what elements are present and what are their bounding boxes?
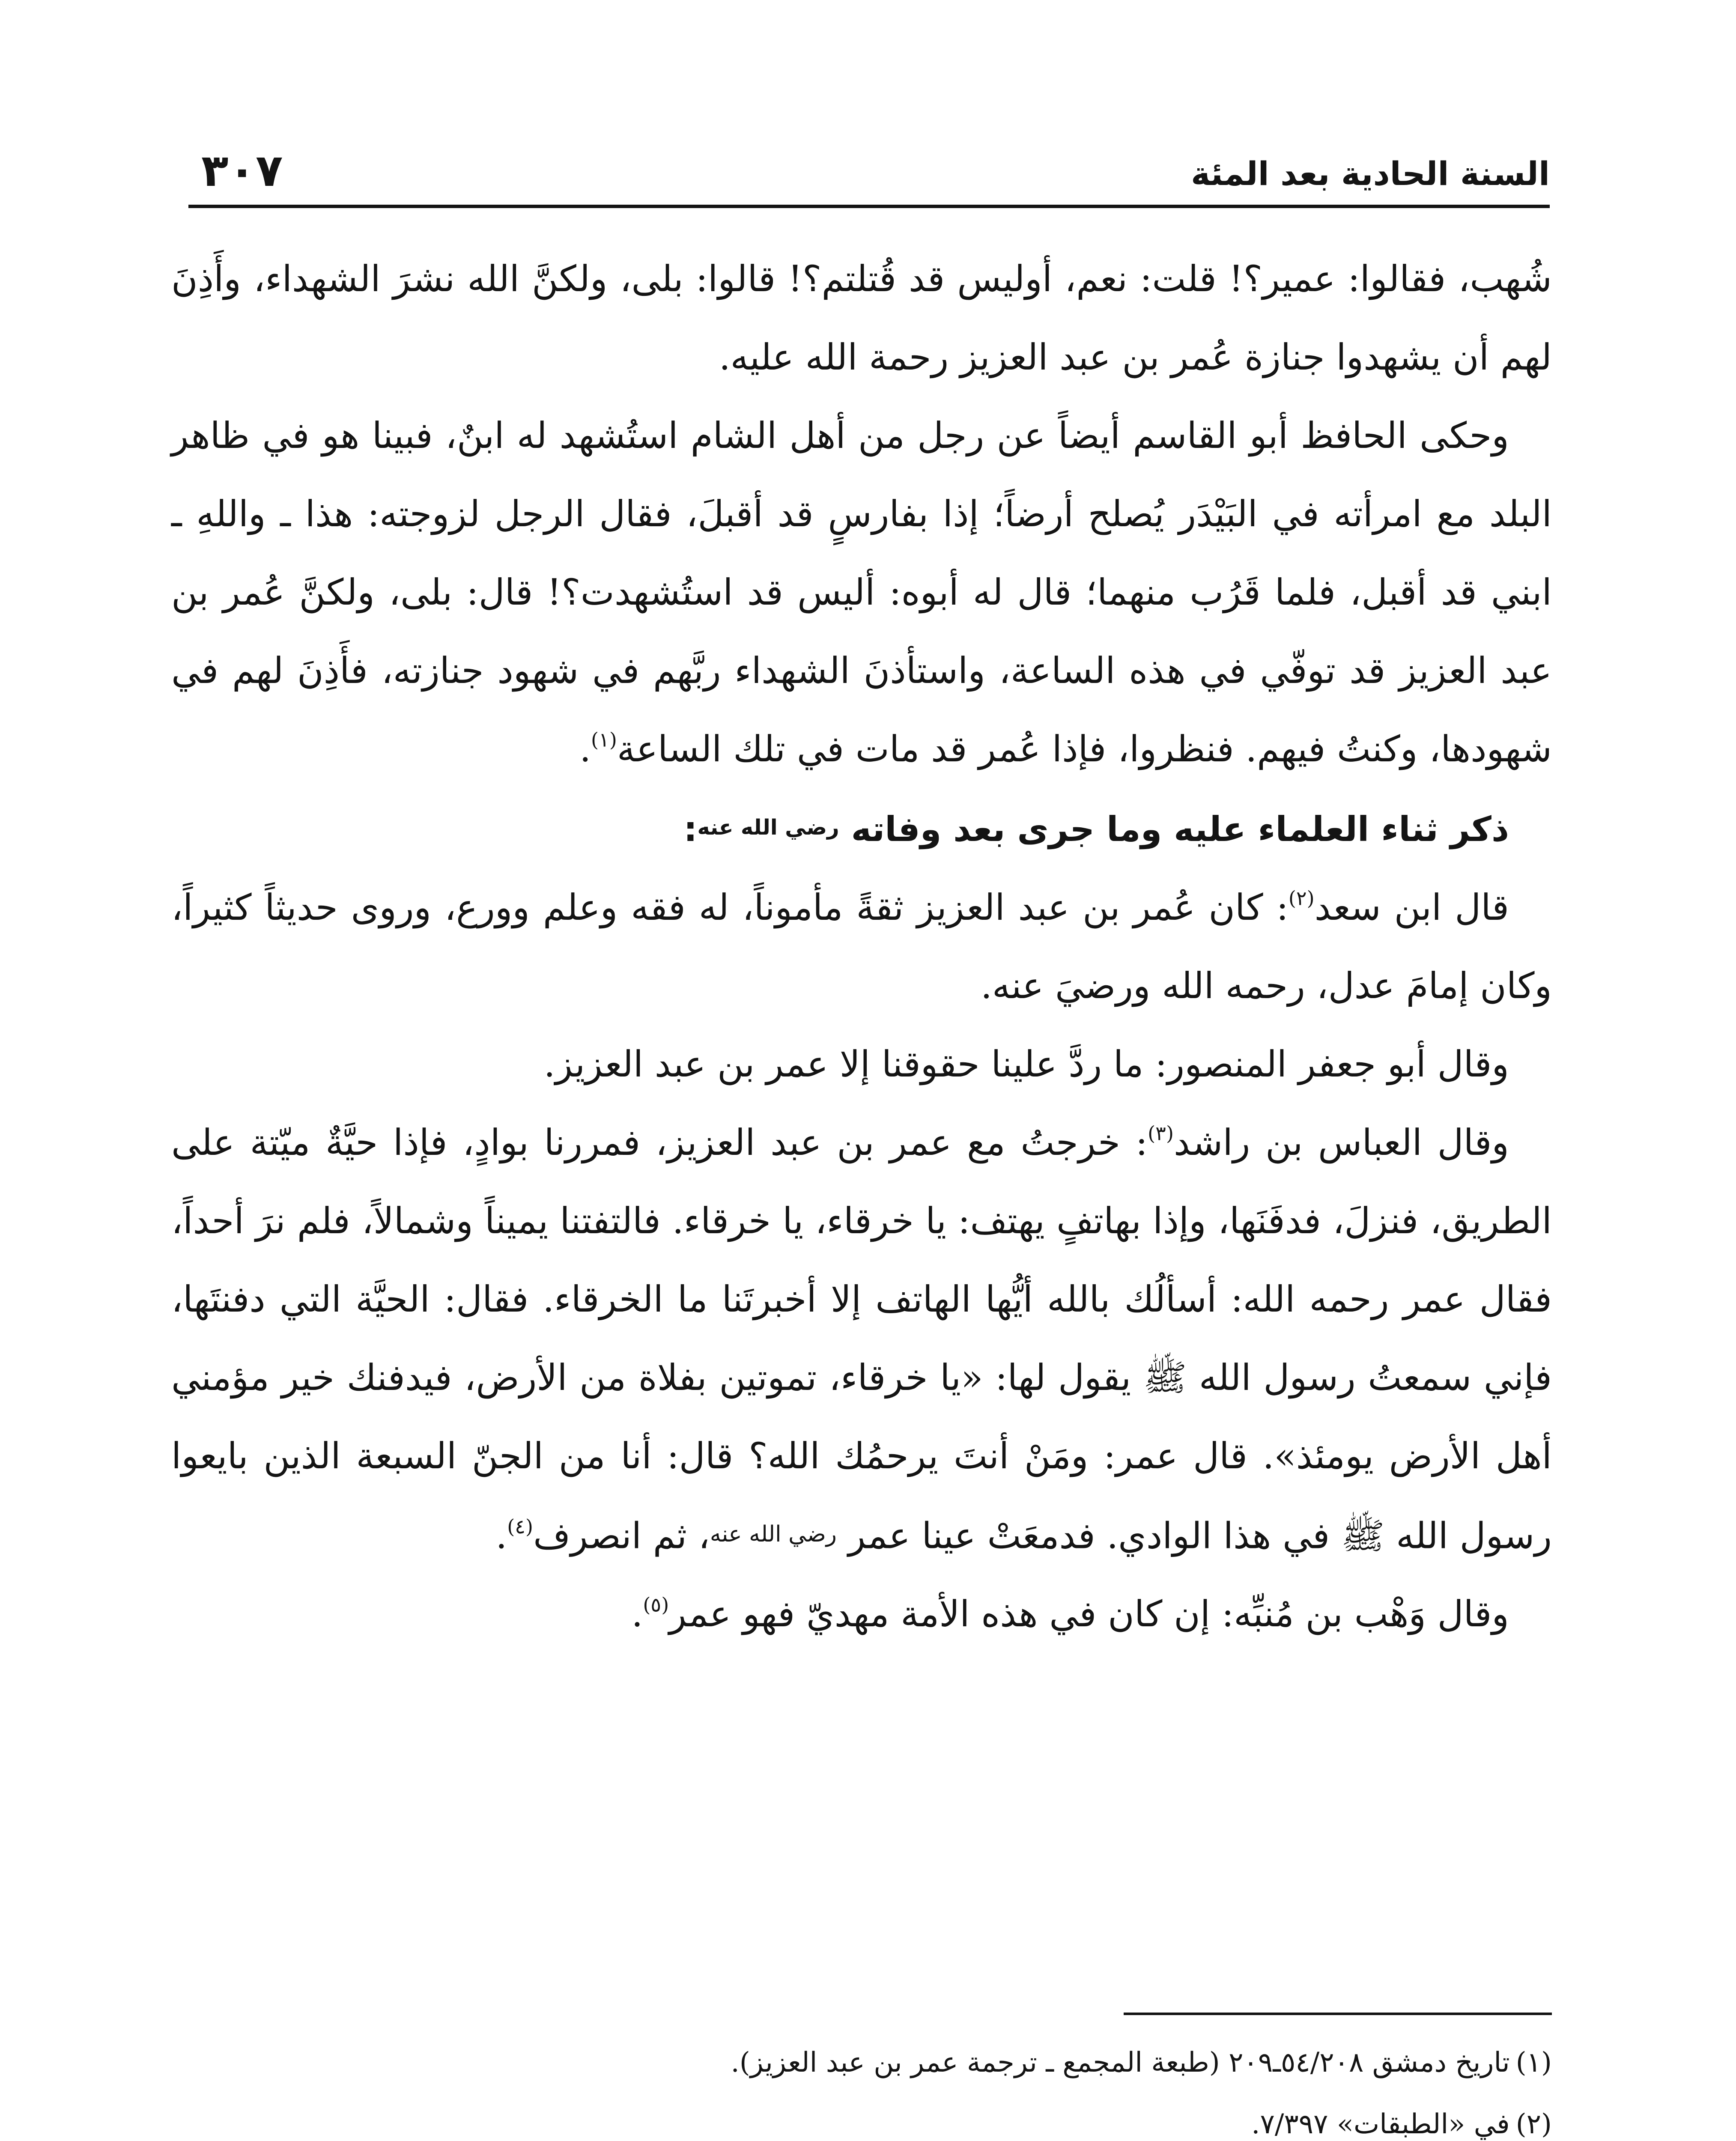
footnote-ref-2[interactable]: (٢): [1288, 886, 1315, 910]
period: .: [495, 1515, 507, 1557]
footnote-ref-5[interactable]: (٥): [643, 1593, 669, 1616]
period: .: [631, 1593, 643, 1635]
section-heading: [171, 788, 1552, 868]
honorific-glyph: رضي الله عنه: [697, 815, 839, 840]
paragraph-4: [171, 1025, 1552, 1103]
footnote-text: في «الطبقات» ٧/٣٩٧.: [1251, 2108, 1510, 2140]
running-title: السنة الحادية بعد المئة: [1191, 155, 1550, 193]
paragraph-text: : خرجتُ مع عمر بن عبد العزيز، فمررنا بوادٍ، فإذا حيَّةٌ ميّتة على الطريق، فنزلَ، فدفَنَها، وإذا بهاتفٍ يهتف: يا خرقاء، يا خرقاء. فالتفتنا يميناً وشمالاً، فلم نرَ أحداً، فقال عمر رحمه الله: أسألُك بالله أيُّها الهاتف إلا أخبرتَنا ما الخرقاء. فقال: الحيَّة التي دفنتَها، فإني سمعتُ رسول الله ﷺ يقول لها: «يا خرقاء، تموتين بفلاة من الأرض، فيدفنك خير مؤمني أهل الأرض يومئذ». قال عمر: ومَنْ أنتَ يرحمُك الله؟ قال: أنا من الجنّ السبعة الذين بايعوا رسول الله ﷺ في هذا الوادي. فدمعَتْ عينا عمر: [171, 1121, 1552, 1557]
paragraph-2: [171, 397, 1552, 788]
paragraph-5: [171, 1103, 1552, 1575]
page-header: [188, 128, 1550, 201]
paragraph-text: وحكى الحافظ أبو القاسم أيضاً عن رجل من أهل الشام استُشهد له ابنٌ، فبينا هو في ظاهر البلد مع امرأته في البَيْدَر يُصلح أرضاً؛ إذا بفارسٍ قد أقبلَ، فقال الرجل لزوجته: هذا ـ واللهِ ـ ابني قد أقبل، فلما قَرُب منهما؛ قال له أبوه: أليس قد استُشهدت؟! قال: بلى، ولكنَّ عُمر بن عبد العزيز قد توفّي في هذه الساعة، واستأذنَ الشهداء ربَّهم في شهود جنازته، فأَذِنَ لهم في شهودها، وكنتُ فيهم. فنظروا، فإذا عُمر قد مات في تلك الساعة: [171, 414, 1552, 770]
period: .: [579, 728, 591, 770]
paragraph-text: شُهب، فقالوا: عمير؟! قلت: نعم، أوليس قد قُتلتم؟! قالوا: بلى، ولكنَّ الله نشرَ الشهداء، وأَذِنَ لهم أن يشهدوا جنازة عُمر بن عبد العزيز رحمة الله عليه.: [171, 258, 1552, 378]
paragraph-text: وقال العباس بن راشد: [1173, 1121, 1509, 1163]
footnote-ref-4[interactable]: (٤): [507, 1515, 534, 1538]
paragraph-text: قال ابن سعد: [1314, 886, 1509, 928]
footnote-mark: (١): [1515, 2047, 1552, 2078]
heading-colon: :: [683, 809, 698, 849]
paragraph-3: [171, 868, 1552, 1025]
footnote-separator: [1124, 2013, 1552, 2015]
footnote-ref-3[interactable]: (٣): [1148, 1121, 1174, 1145]
footnote-1: [171, 2032, 1552, 2093]
paragraph-text: ، ثم انصرف: [533, 1515, 710, 1557]
main-text: [171, 240, 1552, 1653]
paragraph-text: وقال أبو جعفر المنصور: ما ردَّ علينا حقوقنا إلا عمر بن عبد العزيز.: [543, 1043, 1509, 1085]
footnotes: [171, 2032, 1552, 2141]
footnote-mark: (٢): [1515, 2108, 1552, 2140]
paragraph-text: وقال وَهْب بن مُنبِّه: إن كان في هذه الأمة مهديّ فهو عمر: [669, 1593, 1509, 1635]
heading-text: ذكر ثناء العلماء عليه وما جرى بعد وفاته: [851, 809, 1509, 849]
footnote-text: تاريخ دمشق ٥٤/٢٠٨ـ٢٠٩ (طبعة المجمع ـ ترجمة عمر بن عبد العزيز).: [731, 2047, 1510, 2078]
page-number: ٣٠٧: [201, 144, 283, 197]
header-rule: [188, 205, 1550, 208]
paragraph-6: [171, 1575, 1552, 1653]
footnote-ref-1[interactable]: (١): [591, 728, 617, 751]
honorific-glyph: رضي الله عنه: [710, 1521, 837, 1547]
paragraph-1: [171, 240, 1552, 397]
paragraph-text: : كان عُمر بن عبد العزيز ثقةً مأموناً، له فقه وعلم وورع، وروى حديثاً كثيراً، وكان إمامَ عدل، رحمه الله ورضيَ عنه.: [171, 886, 1552, 1007]
footnote-2: [171, 2093, 1552, 2141]
